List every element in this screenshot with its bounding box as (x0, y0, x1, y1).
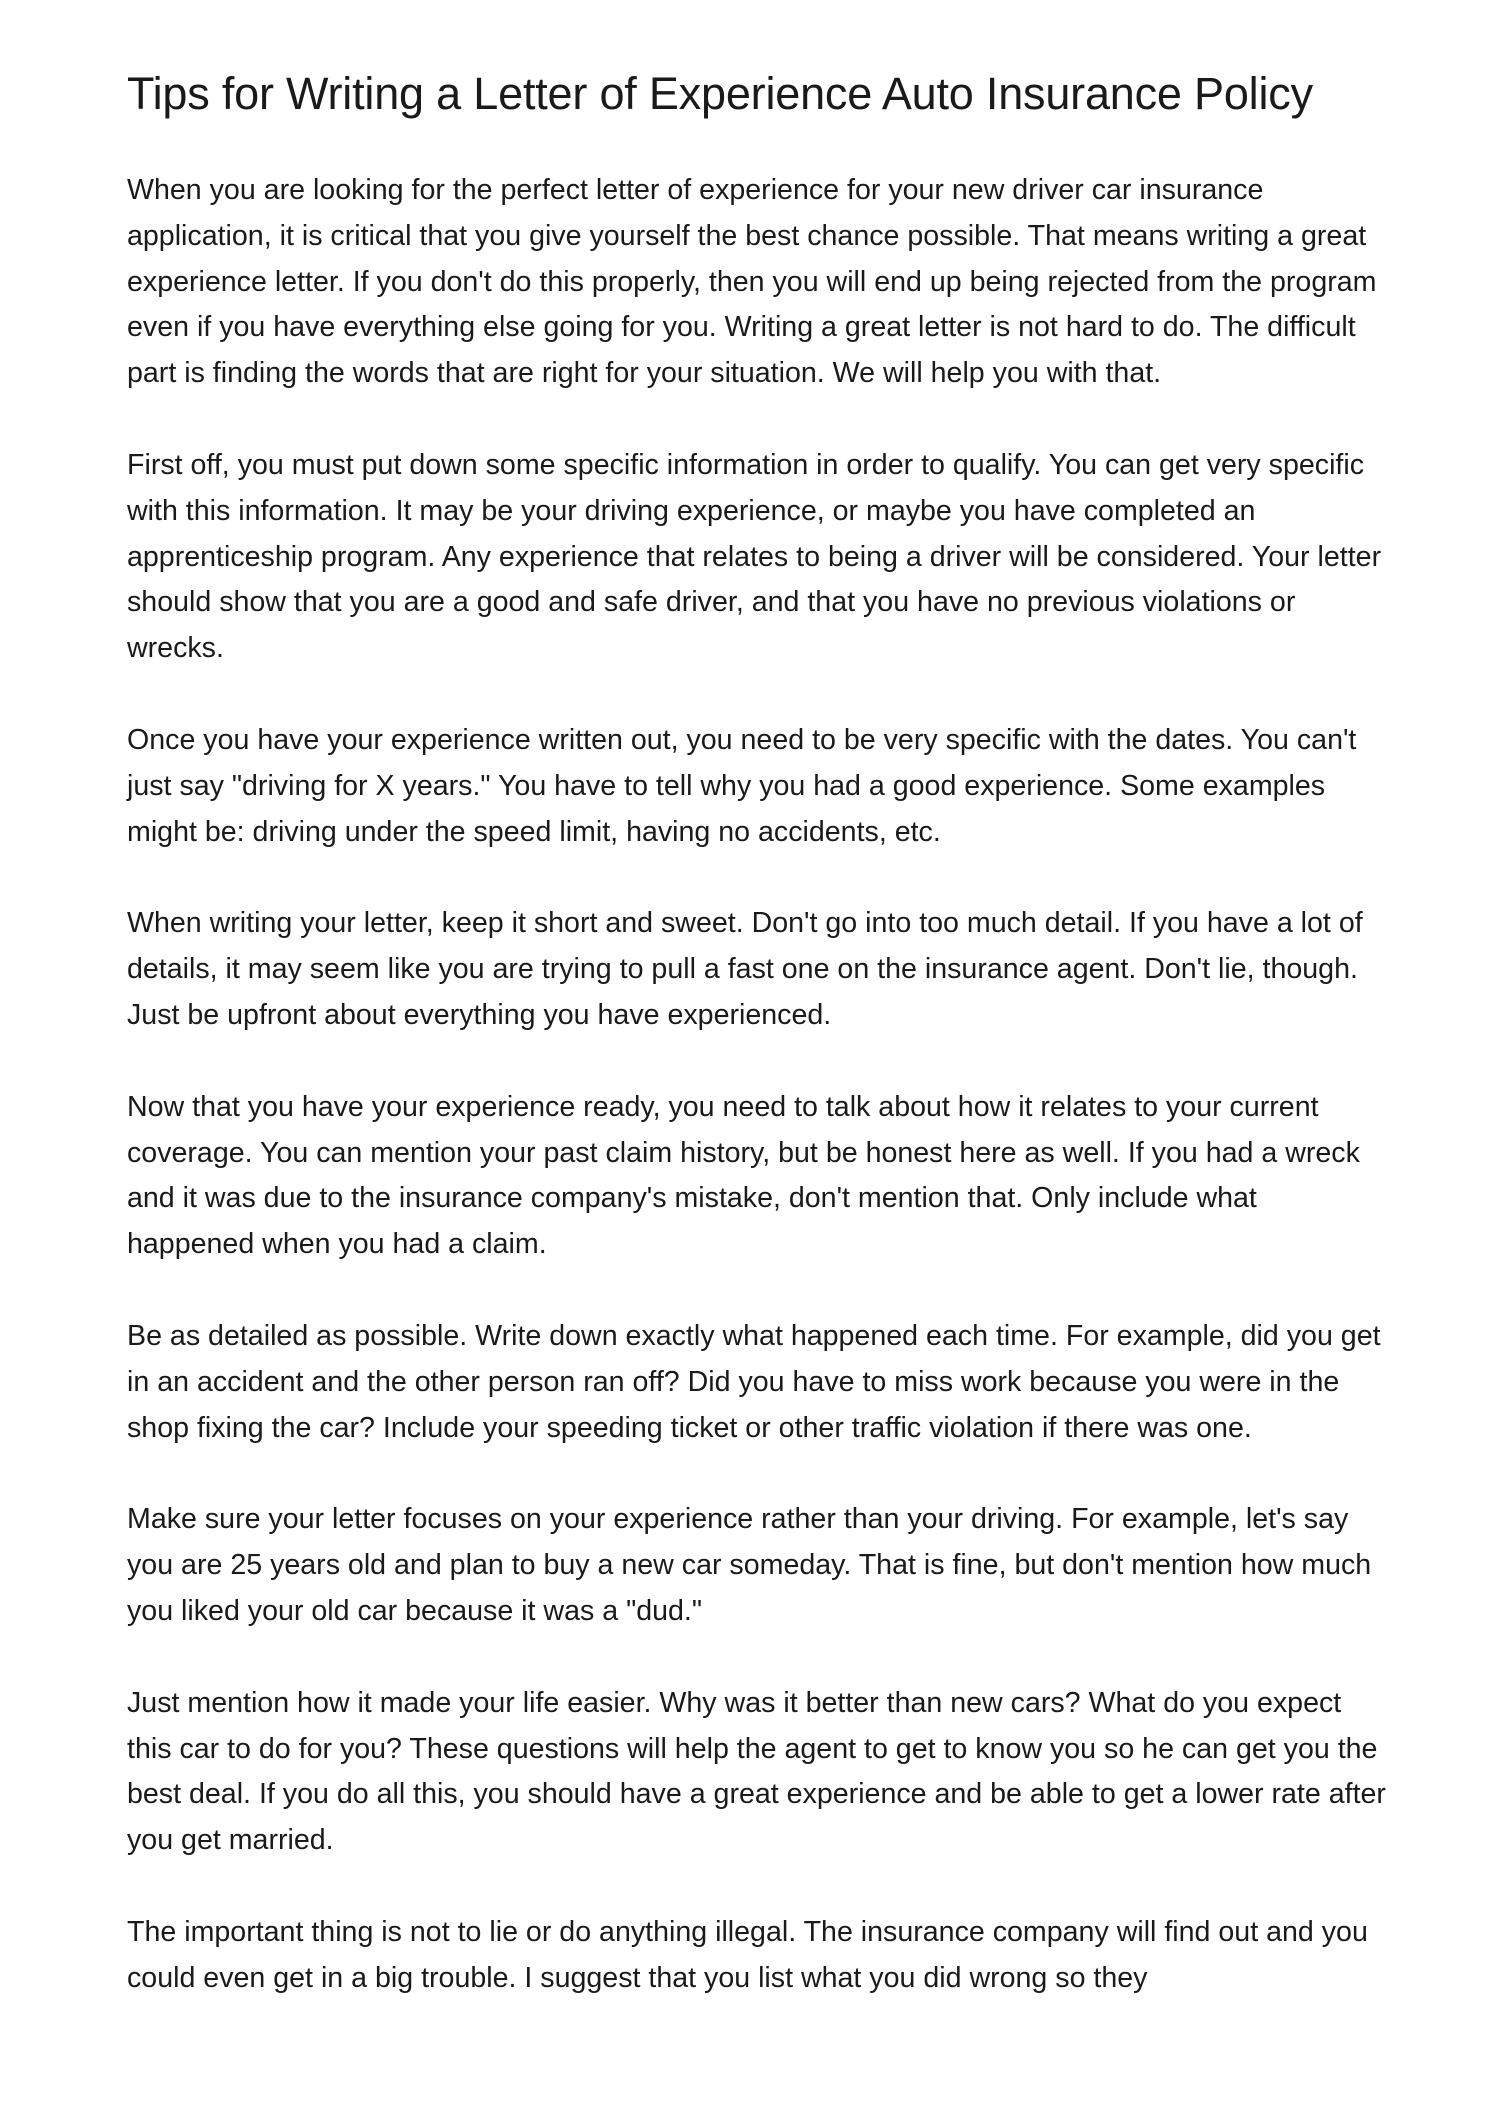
paragraph-3: Once you have your experience written out, you need to be very specific with the dates. You can't just say "driving for X years." You have to tell why you had a good experience. Some examples might be: driving under the speed limit, having no accidents, etc. (127, 723, 1357, 848)
document-body (127, 168, 1392, 2048)
paragraph-9: The important thing is not to lie or do anything illegal. The insurance company will find out and you could even get in a big trouble. I suggest that you list what you did wrong so they (127, 1915, 1368, 1994)
page-title: Tips for Writing a Letter of Experience Auto Insurance Policy (127, 68, 1313, 119)
paragraph-8: Just mention how it made your life easier. Why was it better than new cars? What do you expect this car to do for you? These questions will help the agent to get to know you so he can get you the best deal. If you do all this, you should have a great experience and be able to get a lower rate after you get married. (127, 1686, 1386, 1857)
paragraph-4: When writing your letter, keep it short and sweet. Don't go into too much detail. If you have a lot of details, it may seem like you are trying to pull a fast one on the insurance agent. Don't lie, though. Just be upfront about everything you have experienced. (127, 907, 1363, 1031)
paragraph-7: Make sure your letter focuses on your experience rather than your driving. For example, let's say you are 25 years old and plan to buy a new car someday. That is fine, but don't mention how much you liked your old car because it was a "dud." (127, 1503, 1372, 1627)
paragraph-5: Now that you have your experience ready, you need to talk about how it relates to your current coverage. You can mention your past claim history, but be honest here as well. If you had a wreck and it was due to the insurance company's mistake, don't mention that. Only include what happened when you had a claim. (127, 1090, 1360, 1261)
paragraph-1: When you are looking for the perfect letter of experience for your new driver car insurance application, it is critical that you give yourself the best chance possible. That means writing a great experience letter. If you don't do this properly, then you will end up being rejected from the program even if you have everything else going for you. Writing a great letter is not hard to do. The difficult part is finding the words that are right for your situation. We will help you with that. (127, 174, 1377, 390)
paragraph-6: Be as detailed as possible. Write down exactly what happened each time. For example, did you get in an accident and the other person ran off? Did you have to miss work because you were in the shop fixing the car? Include your speeding ticket or other traffic violation if there was one. (127, 1319, 1381, 1444)
paragraph-2: First off, you must put down some specific information in order to qualify. You can get very specific with this information. It may be your driving experience, or maybe you have completed an apprenticeship program. Any experience that relates to being a driver will be considered. Your letter should show that you are a good and safe driver, and that you have no previous violations or wrecks. (127, 448, 1382, 665)
